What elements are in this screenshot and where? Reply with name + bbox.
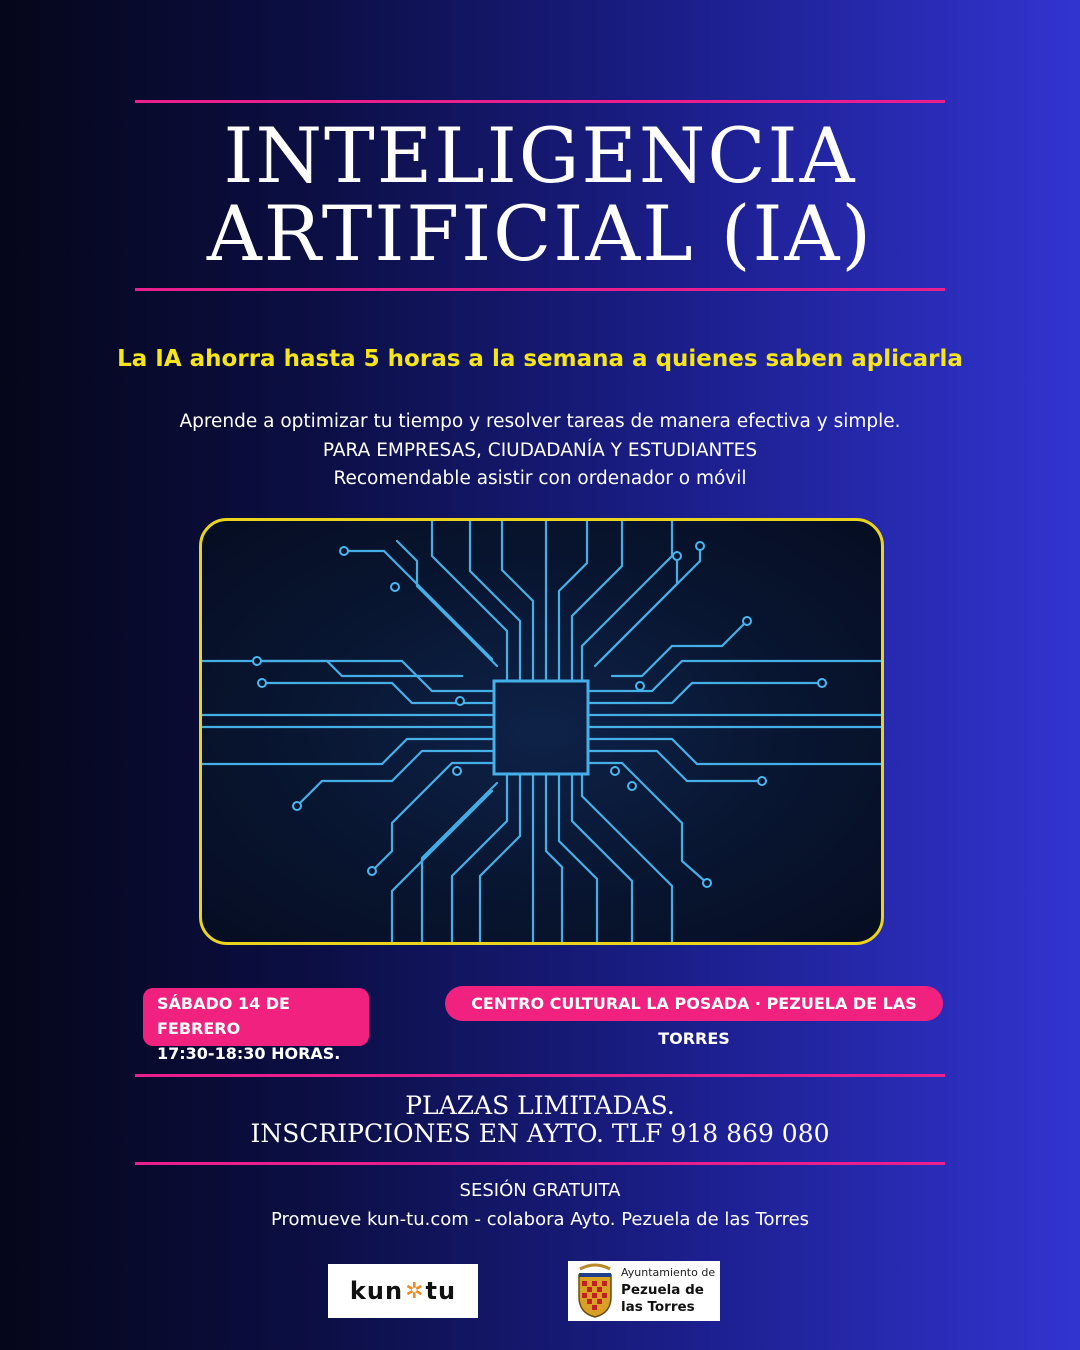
registration-top-rule [135,1074,945,1077]
registration-line-2: INSCRIPCIONES EN AYTO. TLF 918 869 080 [250,1119,830,1148]
description-line-3: Recomendable asistir con ordenador o móvil [333,468,747,489]
circuit-illustration [199,518,884,945]
ayto-logo-name [621,1282,704,1316]
session-label: SESIÓN GRATUITA [459,1180,621,1201]
kuntu-logo-right: tu [425,1277,457,1305]
title-line-1: INTELIGENCIA [223,111,857,200]
ayto-logo-line-3: las Torres [621,1299,695,1315]
ayto-logo-line-2: Pezuela de [621,1282,704,1298]
title-line-2: ARTIFICIAL (IA) [206,189,874,278]
coat-of-arms-icon [570,1261,620,1321]
description-line-1: Aprende a optimizar tu tiempo y resolver tareas de manera efectiva y simple. [179,411,901,432]
top-rule [135,100,945,103]
description-line-2: PARA EMPRESAS, CIUDADANÍA Y ESTUDIANTES [322,440,758,461]
ayuntamiento-logo [568,1261,720,1321]
credits-line: Promueve kun-tu.com - colabora Ayto. Pezuela de las Torres [270,1209,810,1230]
location-badge: CENTRO CULTURAL LA POSADA · PEZUELA DE LAS TORRES [445,986,943,1021]
event-time: 17:30-18:30 HORAS. [157,1044,341,1063]
kuntu-logo [328,1264,478,1318]
registration-line-1: PLAZAS LIMITADAS. [405,1091,675,1120]
kuntu-logo-left: kun [349,1277,404,1305]
asterisk-icon: ✲ [405,1278,424,1304]
event-date: SÁBADO 14 DE FEBRERO [157,994,290,1038]
headline: La IA ahorra hasta 5 horas a la semana a quienes saben aplicarla [117,346,963,372]
title-bottom-rule [135,288,945,291]
date-badge [143,988,369,1063]
circuit-board-icon [202,521,881,942]
registration-bottom-rule [135,1162,945,1165]
ayto-logo-line-1: Ayuntamiento de [621,1266,716,1279]
